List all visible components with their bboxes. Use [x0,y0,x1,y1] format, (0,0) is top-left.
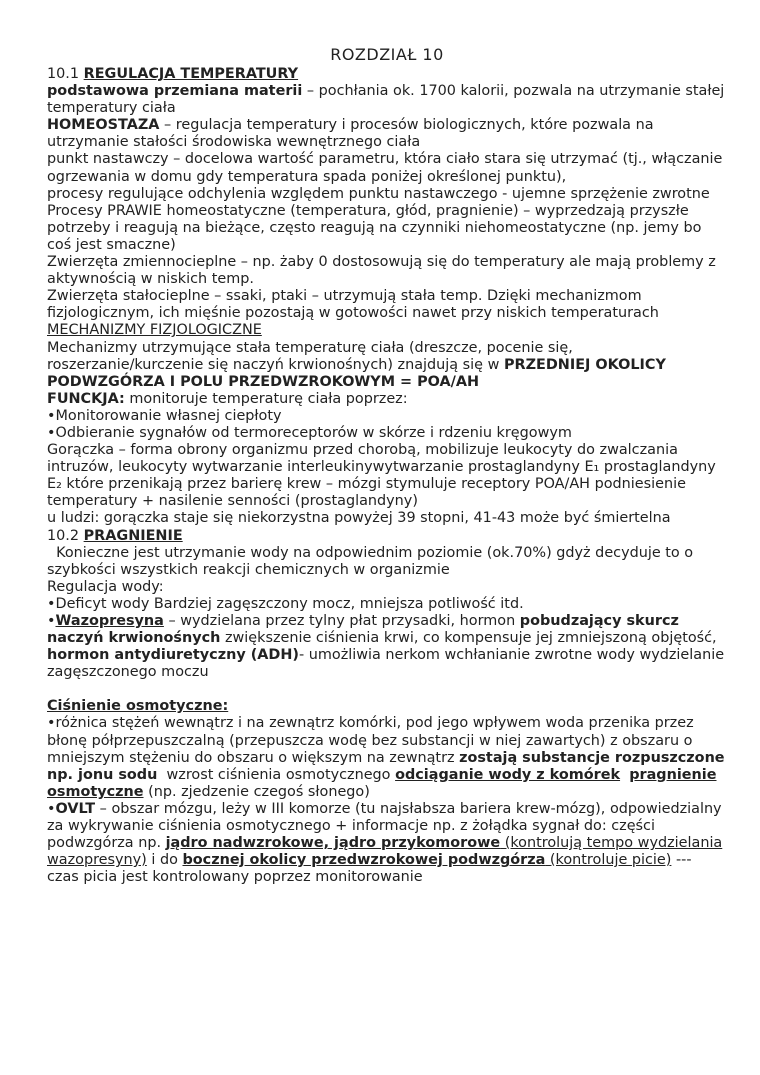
paragraph-homeostasis [47,117,727,151]
text: – regulacja temperatury i procesów biologicznych, które pozwala na utrzymanie stałości środowiska wewnętrznego ciała [47,117,654,151]
spacer [47,681,727,698]
paragraph-endotherms: Zwierzęta stałocieplne – ssaki, ptaki – utrzymują stała temp. Dzięki mechanizmom fizjologicznym, ich mięśnie pozostają w gotowości nawet przy niskich temperaturach [47,288,659,322]
section-number: 10.1 [47,66,84,82]
term-bold: pobudzający skurcz naczyń krwionośnych [47,613,679,647]
text: •różnica stężeń wewnątrz i na zewnątrz komórki, pod jego wpływem woda przenika przez błonę półprzepuszczalną (przepuszcza wodę bez substancji w niej zawartych) z obszaru o mniejszym stężeniu do obszaru o większym na zewnątrz [47,715,694,766]
term-bold: hormon antydiuretyczny (ADH) [47,647,299,664]
text: (np. zjedzenie czegoś słonego) [143,783,370,800]
text: – obszar mózgu, leży w III komorze (tu najsłabsza bariera krew-mózg), odpowiedzialny za wykrywanie ciśnienia osmotycznego + informacje np. z żołądka sygnał do: części podwzgórza np. [47,800,722,852]
bullet: • [47,800,56,817]
term-bold: jądro nadwzrokowe, jądro przykomorowe [165,835,501,852]
text [620,767,629,783]
text: i do [146,852,183,869]
term-bold: PRZEDNIEJ OKOLICY PODWZGÓRZA I POLU PRZEDWZROKOWYM = POA/AH [47,356,666,390]
paragraph-almost-homeostatic: Procesy PRAWIE homeostatyczne (temperatura, głód, pragnienie) – wyprzedzają przyszłe potrzeby i reagują na bieżące, często reagują na czynniki niehomeostatyczne (np. jemy bo coś jest smaczne) [47,202,702,253]
term-bold: podstawowa przemiana materii [47,83,303,100]
section-heading-thirst [47,528,727,545]
bullet: • [47,613,56,629]
text: monitoruje temperaturę ciała poprzez: [124,390,408,407]
paragraph-function [47,391,727,408]
term-bold: bocznej okolicy przedwzrokowej podwzgórza [182,852,546,869]
text: - umożliwia nerkom wchłanianie zwrotne wody wydzielanie zagęszczonego moczu [47,647,725,681]
paragraph-basal-metabolism [47,83,727,117]
paragraph-fever-humans: u ludzi: gorączka staje się niekorzystna powyżej 39 stopni, 41-43 może być śmiertelna [47,510,671,527]
text-underlined: (kontrolują tempo wydzielania wazopresyny) [47,835,723,869]
section-number: 10.2 [47,527,84,544]
term-bold: HOMEOSTAZA [47,117,160,134]
paragraph-water-regulation: Regulacja wody: [47,578,164,595]
text-underlined: (kontroluje picie) [545,852,672,869]
text: zwiększenie ciśnienia krwi, co kompensuje jej zmniejszoną objętość, [220,630,717,647]
paragraph-vasopressin [47,613,727,681]
section-heading-temperature [47,66,727,83]
paragraph-mechanisms [47,340,727,391]
text: --- czas picia jest kontrolowany poprzez monitorowanie [47,852,692,886]
term-bold: zostają substancje rozpuszczone np. jonu sodu [47,749,725,783]
text: Mechanizmy utrzymujące stała temperaturę ciała (dreszcze, pocenie się, roszerzanie/kurczenie się naczyń krwionośnych) znajdują się w [47,339,573,373]
text: – pochłania ok. 1700 kalorii, pozwala na utrzymanie stałej temperatury ciała [47,83,725,117]
paragraph-set-point: punkt nastawczy – docelowa wartość parametru, która ciało stara się utrzymać (tj., włączanie ogrzewania w domu gdy temperatura spada poniżej określonej punktu), [47,151,723,185]
text: – wydzielana przez tylny płat przysadki, hormon [163,613,520,629]
document-page [47,44,727,886]
paragraph-ovlt [47,801,727,886]
paragraph-water-level: Konieczne jest utrzymanie wody na odpowiednim poziomie (ok.70%) gdyż decyduje to o szybkości wszystkich reakcji chemicznych w organizmie [47,544,698,578]
bullet-item: •Odbieranie sygnałów od termoreceptorów w skórze i rdzeniu kręgowym [47,424,572,441]
term-bold: FUNCKJA: [47,390,125,407]
paragraph-osmotic [47,715,727,800]
bullet-item: •Deficyt wody Bardziej zagęszczony mocz, mniejsza potliwość itd. [47,595,524,612]
bullet-item: •Monitorowanie własnej ciepłoty [47,407,282,424]
section-title: REGULACJA TEMPERATURY [83,66,299,82]
subheading-mechanisms: MECHANIZMY FIZJOLOGICZNE [47,322,262,339]
term-bold: Wazopresyna [55,613,164,629]
paragraph-regulation: procesy regulujące odchylenia względem punktu nastawczego - ujemne sprzężenie zwrotne [47,185,710,202]
chapter-title: ROZDZIAŁ 10 [330,45,444,64]
paragraph-ectotherms: Zwierzęta zmiennocieplne – np. żaby 0 dostosowują się do temperatury ale mają problemy z aktywnością w niskich temp. [47,254,716,288]
section-title: PRAGNIENIE [83,527,183,544]
paragraph-fever: Gorączka – forma obrony organizmu przed chorobą, mobilizuje leukocyty do zwalczania intruzów, leukocyty wytwarzanie interleukinywytwarzanie prostaglandyny E₁ prostaglandyny E₂ które przenikają przez barierę krew – mózgi stymuluje receptory POA/AH podniesienie temperatury + nasilenie senności (prostaglandyny) [47,442,716,510]
subheading-osmotic-pressure: Ciśnienie osmotyczne: [47,698,229,715]
term-bold: pragnienie osmotyczne [47,766,717,800]
text: wzrost ciśnienia osmotycznego [157,766,396,783]
term-bold: odciąganie wody z komórek [395,766,621,783]
term-bold: OVLT [55,800,96,817]
